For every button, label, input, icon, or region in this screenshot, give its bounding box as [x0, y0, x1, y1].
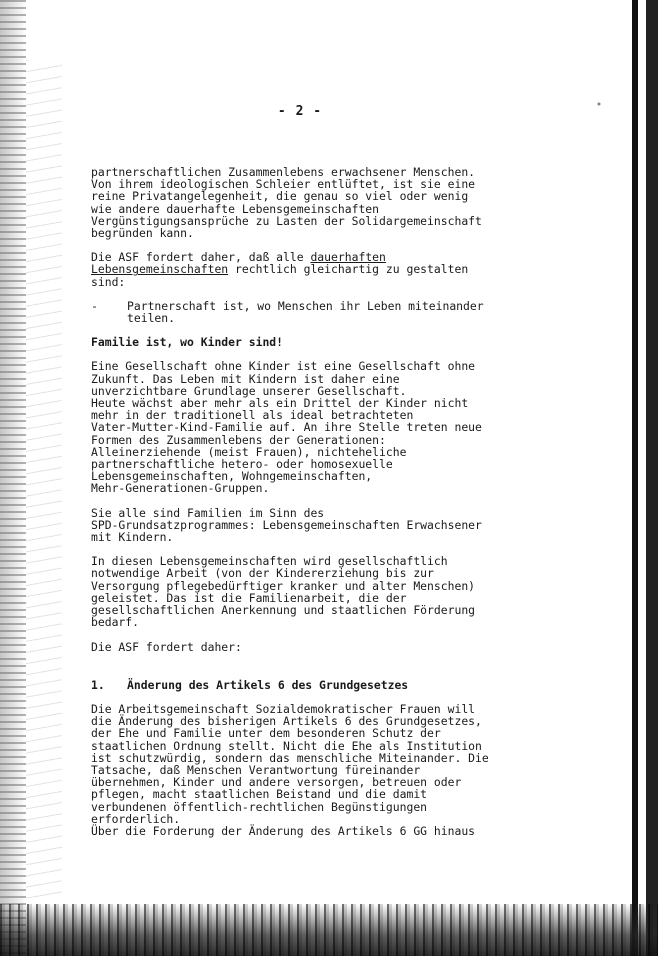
underlined-text: dauerhaften: [310, 250, 386, 265]
scan-edge-right: [624, 0, 658, 956]
section-number: 1.: [91, 677, 105, 692]
scan-edge-bottom: [0, 904, 658, 956]
scan-noise-left: [26, 60, 62, 900]
bullet-mark: -: [91, 298, 98, 313]
paragraph-artikel-6: Die Arbeitsgemeinschaft Sozialdemokratischer Frauen will die Änderung des bisherigen Artikels 6 des Grundgesetzes, der Ehe und Familie unter dem besonderen Schutz der staatlichen Ordnung stellt. Nicht die Ehe als Institution ist schutzwürdig, sondern das menschliche Miteinander. Die Tatsache, daß Menschen Verantwortung füreinander übernehmen, Kinder und andere versorgen, betreuen oder pflegen, macht staatlichen Beistand und die damit verbundenen öffentlich-rechtlichen Begünstigungen erforderlich. Über die Forderung der Änderung des Artikels 6 GG hinaus: [91, 701, 489, 838]
section-title: Änderung des Artikels 6 des Grundgesetzes: [127, 677, 409, 692]
section-heading: [91, 679, 521, 691]
paragraph-gesellschaft: Eine Gesellschaft ohne Kinder ist eine Gesellschaft ohne Zukunft. Das Leben mit Kindern ist daher eine unverzichtbare Grundlage unserer Gesellschaft. Heute wächst aber mehr als ein Drittel der Kinder nicht mehr in der traditionell als ideal betrachteten Vater-Mutter-Kind-Familie auf. An ihre Stelle treten neue Formen des Zusammenlebens der Generationen: Alleinerziehende (meist Frauen), nichteheliche partnerschaftliche hetero- oder homosexuelle Lebensgemeinschaften, Wohngemeinschaften, Mehr-Generationen-Gruppen.: [91, 359, 482, 496]
paragraph-familien: Sie alle sind Familien im Sinn des SPD-Grundsatzprogrammes: Lebensgemeinschaften Erwachsener mit Kindern.: [91, 505, 482, 545]
document-body: [91, 166, 521, 849]
heading-familie: Familie ist, wo Kinder sind!: [91, 335, 284, 350]
paragraph-asf-fordert: [91, 251, 521, 288]
paragraph-familienarbeit: In diesen Lebensgemeinschaften wird gesellschaftlich notwendige Arbeit (von der Kindererziehung bis zur Versorgung pflegebedürftiger kranker und alter Menschen) geleistet. Das ist die Familienarbeit, die der gesellschaftlichen Anerkennung und staatlichen Förderung bedarf.: [91, 554, 476, 630]
bullet-item: [91, 300, 521, 324]
underlined-text: Lebensgemeinschaften: [91, 262, 229, 277]
scan-edge-left: [0, 0, 26, 956]
paragraph-partnerschaft: partnerschaftlichen Zusammenlebens erwachsener Menschen. Von ihrem ideologischen Schleier entlüftet, ist sie eine reine Privatangelegenheit, die genau so viel oder wenig wie andere dauerhafte Lebensgemeinschaften Vergünstigungsansprüche zu Lasten der Solidargemeinschaft begründen kann.: [91, 165, 482, 241]
text-segment: sind:: [91, 274, 126, 289]
bullet-text: Partnerschaft ist, wo Menschen ihr Leben miteinander teilen.: [127, 298, 484, 326]
paragraph-asf-fordert-daher: Die ASF fordert daher:: [91, 639, 242, 654]
text-segment: rechtlich gleichartig zu gestalten: [228, 262, 469, 277]
text-segment: Die ASF fordert daher, daß alle: [91, 250, 311, 265]
page-number: - 2 -: [277, 104, 323, 119]
